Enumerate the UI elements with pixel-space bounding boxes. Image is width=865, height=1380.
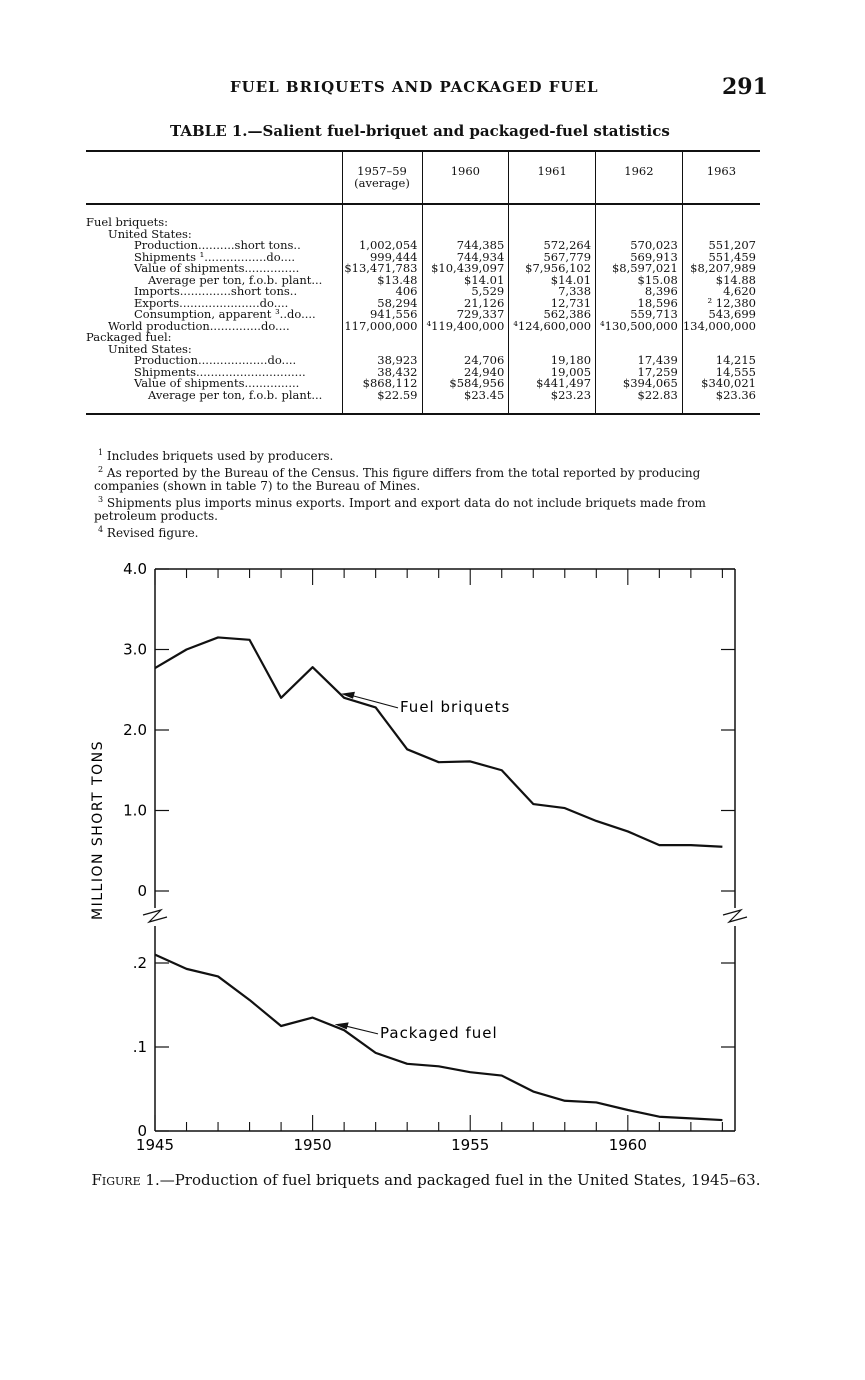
table-cell <box>342 332 422 344</box>
table-cell: 17,439 <box>596 355 683 367</box>
table-cell: $13.48 <box>342 275 422 287</box>
table-cell: 551,459 <box>682 252 760 264</box>
table-cell: 572,264 <box>509 240 596 252</box>
table-cell: $22.59 <box>342 390 422 415</box>
table-row <box>86 390 760 415</box>
table-cell: 14,555 <box>682 367 760 379</box>
table-cell: 18,596 <box>596 298 683 310</box>
y-tick-label-upper: 0 <box>137 882 147 900</box>
table-row-label: Shipments ¹.................do.... <box>134 249 296 264</box>
table-cell: $15.08 <box>596 275 683 287</box>
table-row-label: Fuel briquets: <box>86 215 169 229</box>
production-chart <box>80 556 780 1160</box>
table-row <box>86 204 760 229</box>
table-row <box>86 321 760 333</box>
table-header-1963: 1963 <box>682 151 760 204</box>
table-row-label: Packaged fuel: <box>86 330 172 344</box>
table-cell <box>682 204 760 229</box>
fuel-briquets-line <box>155 637 722 846</box>
table-cell: 117,000,000 <box>342 321 422 333</box>
y-tick-label-upper: 4.0 <box>123 560 147 578</box>
table-cell: $23.23 <box>509 390 596 415</box>
table-cell <box>596 332 683 344</box>
table-row-label: Imports..............short tons.. <box>134 284 298 298</box>
table-cell: $7,956,102 <box>509 263 596 275</box>
y-tick-label-upper: 1.0 <box>123 801 147 820</box>
table-cell: $394,065 <box>596 378 683 390</box>
table-row-label: Production...................do.... <box>134 353 297 367</box>
table-cell: $23.36 <box>682 390 760 415</box>
table-cell: $340,021 <box>682 378 760 390</box>
table-cell: ⁴119,400,000 <box>422 321 509 333</box>
table-row-label: Shipments.............................. <box>134 364 306 379</box>
table-header-1960: 1960 <box>422 151 509 204</box>
x-tick-label: 1945 <box>135 1136 175 1154</box>
packaged-fuel-label: Packaged fuel <box>380 1023 498 1042</box>
table-cell: ⁴130,500,000 <box>596 321 683 333</box>
footnote-2: $^2$ As reported by the Bureau of the Census. This figure differs from the total reported by producing companies (shown in table 7) to the Bureau of Mines. <box>94 465 701 493</box>
table-header-1957-59: 1957–59 (average) <box>342 151 422 204</box>
table-cell: $14.01 <box>509 275 596 287</box>
table-cell: $868,112 <box>342 378 422 390</box>
table-header-1961: 1961 <box>509 151 596 204</box>
table-header-1962: 1962 <box>596 151 683 204</box>
table-cell: $10,439,097 <box>422 263 509 275</box>
chart-svg <box>80 556 780 1156</box>
table-cell: $13,471,783 <box>342 263 422 275</box>
table-cell <box>509 204 596 229</box>
footnote-4: $^4$ Revised figure. <box>98 525 199 540</box>
table-cell: 19,180 <box>509 355 596 367</box>
table-row-label: Exports......................do.... <box>134 295 289 310</box>
table-cell <box>342 204 422 229</box>
axis-break-right <box>723 910 747 922</box>
y-tick-label-lower: .1 <box>132 1038 147 1056</box>
statistics-table <box>86 150 760 415</box>
table-cell: 569,913 <box>596 252 683 264</box>
figure-caption <box>88 1172 764 1189</box>
table-cell: 5,529 <box>422 286 509 298</box>
y-tick-label-lower: 0 <box>137 1122 147 1140</box>
table-cell: 559,713 <box>596 309 683 321</box>
table-cell: 24,706 <box>422 355 509 367</box>
table-cell: 19,005 <box>509 367 596 379</box>
table-cell <box>596 204 683 229</box>
table-cell: 729,337 <box>422 309 509 321</box>
table-cell: $441,497 <box>509 378 596 390</box>
table-cell: ⁴124,600,000 <box>509 321 596 333</box>
table-cell: 8,396 <box>596 286 683 298</box>
table-row-label: Value of shipments............... <box>134 261 300 275</box>
table-cell: $22.83 <box>596 390 683 415</box>
table-cell: 58,294 <box>342 298 422 310</box>
table-cell: 406 <box>342 286 422 298</box>
running-header: FUEL BRIQUETS AND PACKAGED FUEL <box>230 78 599 96</box>
y-axis-label: MILLION SHORT TONS <box>90 740 106 920</box>
table-cell: 941,556 <box>342 309 422 321</box>
table-cell: 17,259 <box>596 367 683 379</box>
table-cell: $584,956 <box>422 378 509 390</box>
table-cell: 562,386 <box>509 309 596 321</box>
footnote-1: $^1$ Includes briquets used by producers. <box>98 448 334 463</box>
table-row-label: Value of shipments............... <box>134 376 300 390</box>
table-cell <box>422 204 509 229</box>
footnotes <box>94 446 762 540</box>
table-cell: 38,432 <box>342 367 422 379</box>
x-tick-label: 1955 <box>451 1136 490 1154</box>
table-cell: 744,934 <box>422 252 509 264</box>
table-cell: 12,731 <box>509 298 596 310</box>
table-cell: 567,779 <box>509 252 596 264</box>
table-row-label: Consumption, apparent ³..do.... <box>134 307 316 321</box>
table-row-label: Average per ton, f.o.b. plant... <box>148 272 323 287</box>
table-cell: 543,699 <box>682 309 760 321</box>
y-tick-label-upper: 3.0 <box>123 640 147 659</box>
table-cell: $8,597,021 <box>596 263 683 275</box>
footnote-3: $^3$ Shipments plus imports minus exports. Import and export data do not include briquets made from petroleum products. <box>94 495 706 523</box>
table-cell: $23.45 <box>422 390 509 415</box>
table-cell: 999,444 <box>342 252 422 264</box>
table-cell: $8,207,989 <box>682 263 760 275</box>
table-cell: 21,126 <box>422 298 509 310</box>
y-tick-label-lower: .2 <box>132 954 147 972</box>
figure-caption-text: 1.—Production of fuel briquets and packaged fuel in the United States, 1945–63. <box>145 1171 761 1189</box>
table-row-label: Average per ton, f.o.b. plant... <box>86 390 342 415</box>
table-cell: $14.88 <box>682 275 760 287</box>
table-cell <box>422 332 509 344</box>
table-cell: 24,940 <box>422 367 509 379</box>
table-cell <box>682 332 760 344</box>
table-row-label: United States: <box>108 226 192 241</box>
x-tick-label: 1950 <box>293 1136 332 1154</box>
table-header-label <box>86 151 342 204</box>
table-cell: 570,023 <box>596 240 683 252</box>
table-cell: 38,923 <box>342 355 422 367</box>
x-tick-label: 1960 <box>608 1136 647 1154</box>
fuel-briquets-label: Fuel briquets <box>400 697 511 716</box>
table-row-label: United States: <box>108 341 192 356</box>
table-cell: 4,620 <box>682 286 760 298</box>
page-number: 291 <box>722 74 768 100</box>
table-cell: $14.01 <box>422 275 509 287</box>
table-cell <box>509 332 596 344</box>
table-cell: 134,000,000 <box>682 321 760 333</box>
table-title: TABLE 1.—Salient fuel-briquet and packaged-fuel statistics <box>170 122 670 140</box>
y-tick-label-upper: 2.0 <box>123 721 147 739</box>
table-cell: ² 12,380 <box>682 298 760 310</box>
table-cell: 14,215 <box>682 355 760 367</box>
table-cell: 7,338 <box>509 286 596 298</box>
table-cell: 1,002,054 <box>342 240 422 252</box>
table-row-label: Production..........short tons.. <box>134 238 301 252</box>
table-header-row <box>86 151 760 204</box>
table-cell: 551,207 <box>682 240 760 252</box>
table-row-label: World production..............do.... <box>108 318 290 333</box>
figure-caption-label: Figure <box>91 1171 141 1189</box>
table-cell: 744,385 <box>422 240 509 252</box>
axis-break-left <box>143 910 167 922</box>
